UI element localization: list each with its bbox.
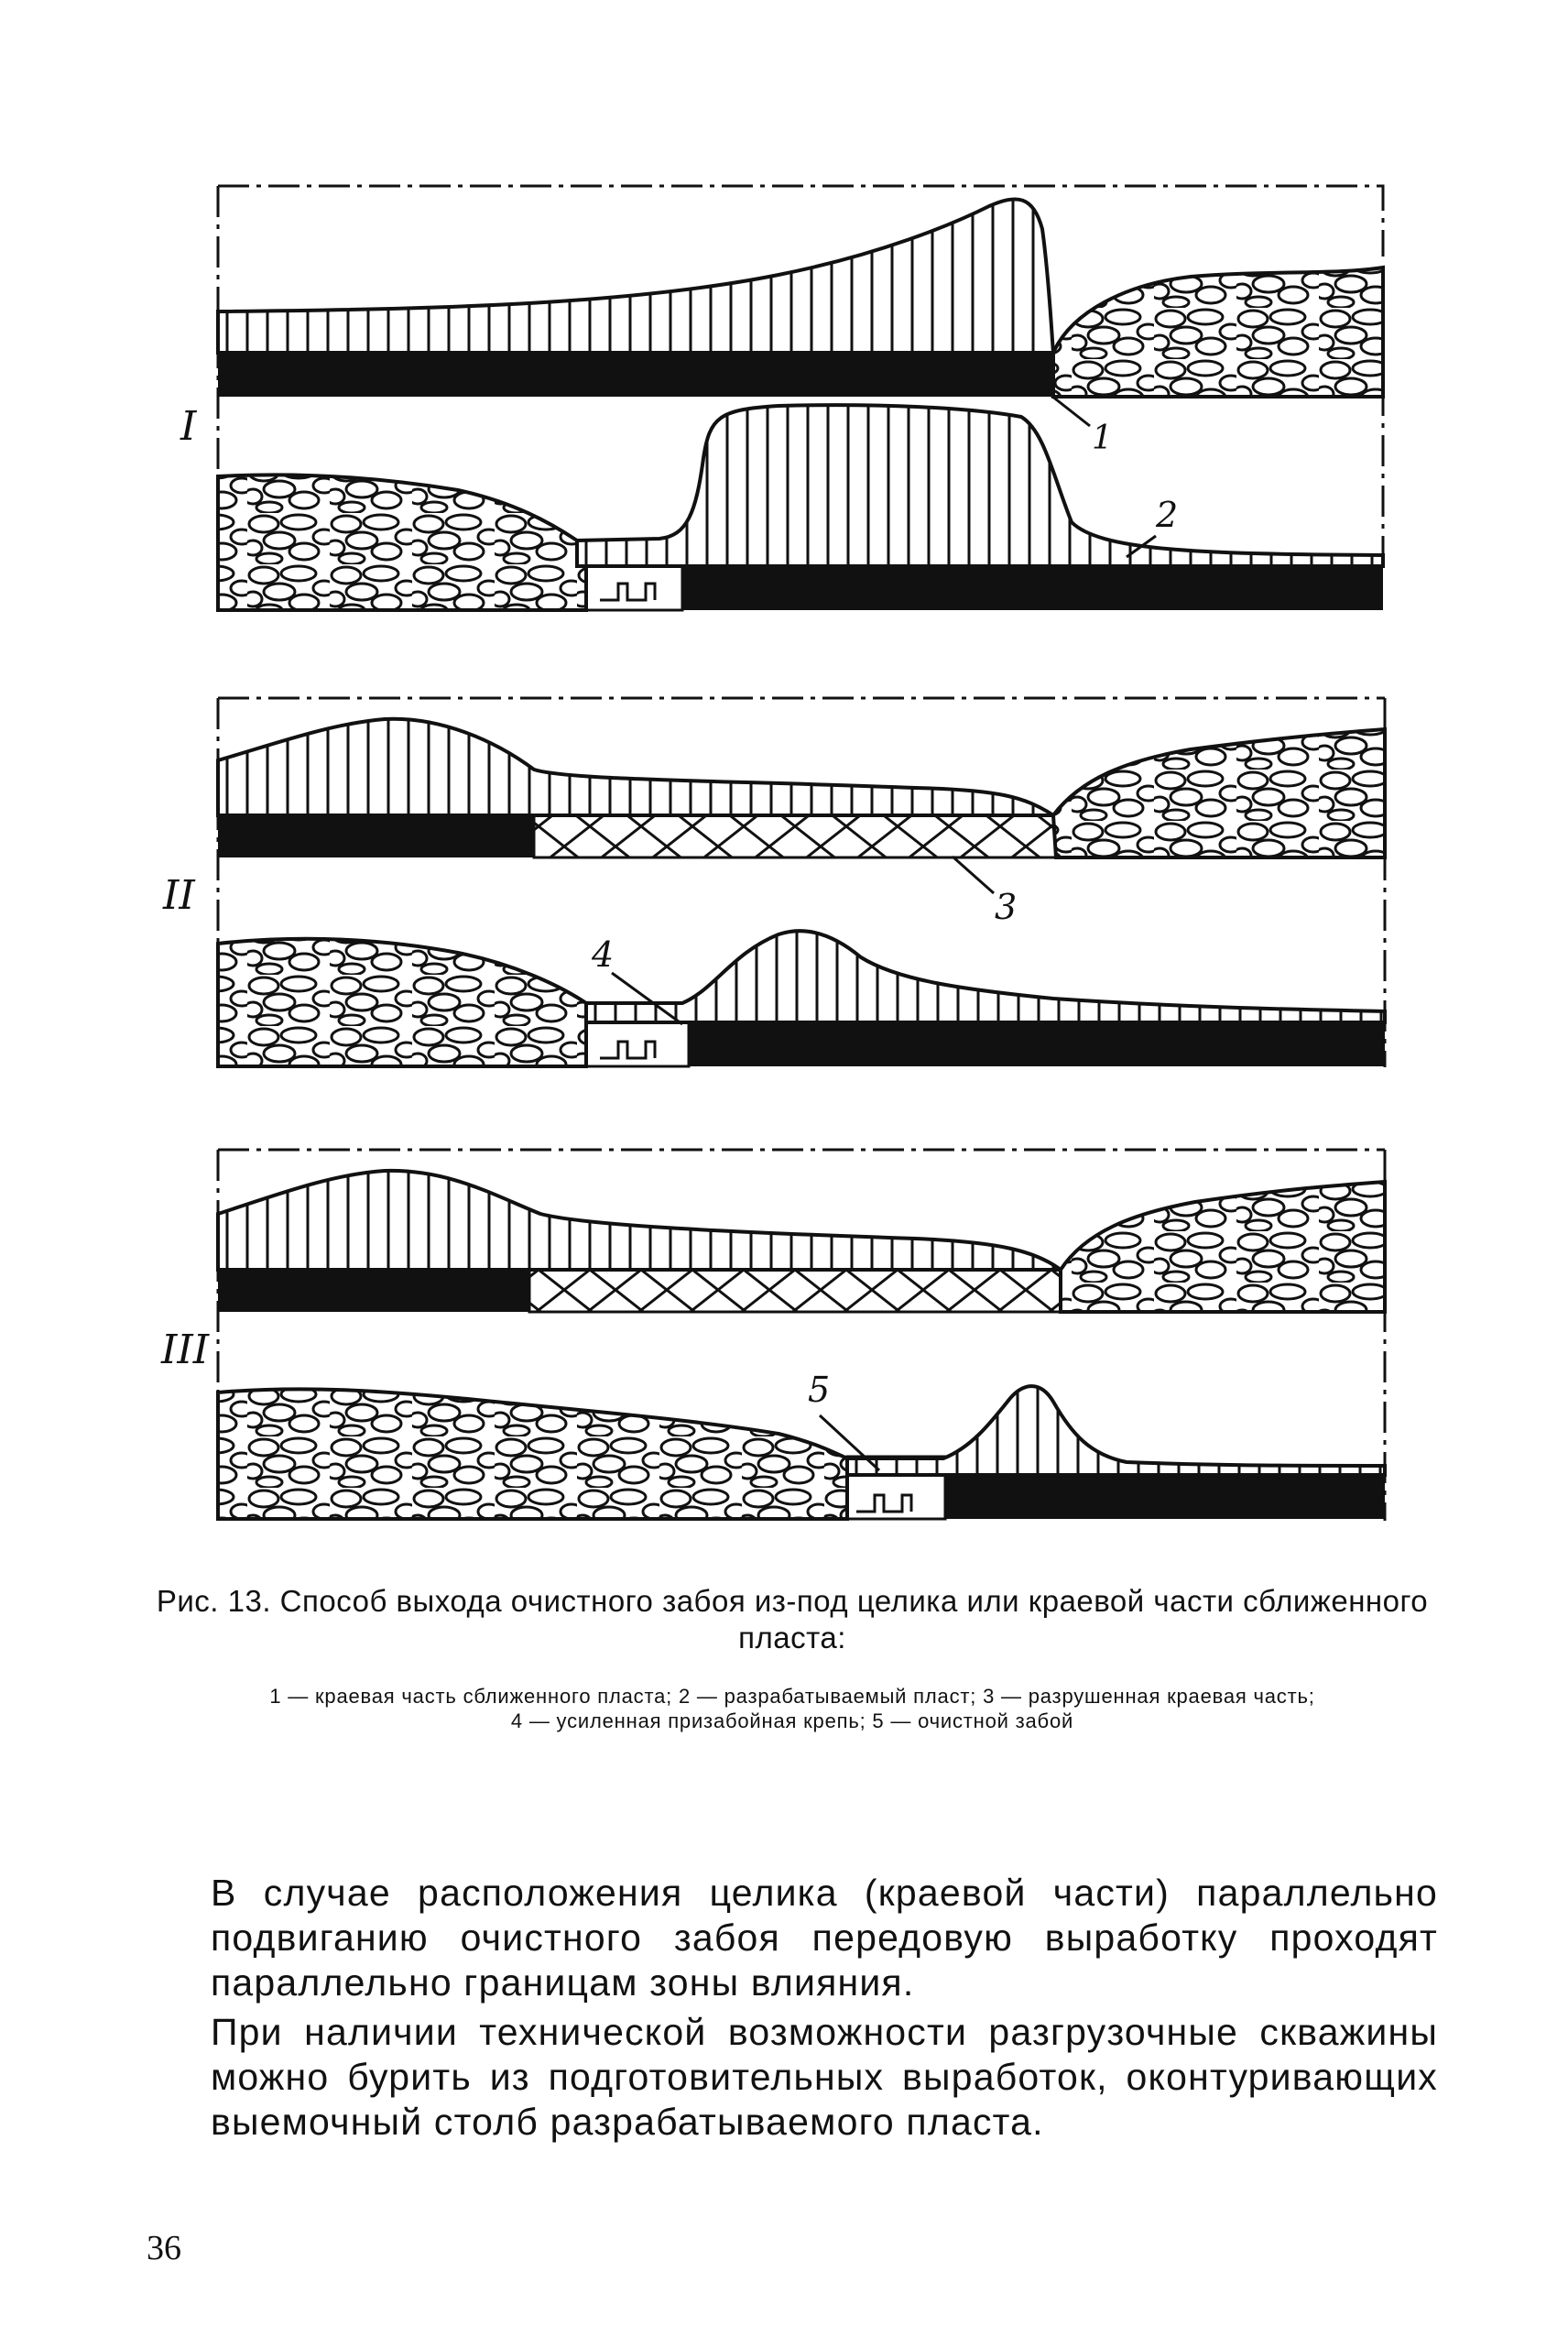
stress-diagram-lower-3 <box>847 1386 1385 1475</box>
legend-line-1: 1 — краевая часть сближенного пласта; 2 — разрабатываемый пласт; 3 — разрушенная краевая часть; <box>269 1685 1315 1708</box>
legend-line-2: 4 — усиленная призабойная крепь; 5 — очистной забой <box>510 1709 1074 1732</box>
stress-diagram-lower-1 <box>577 405 1383 566</box>
panel-1 <box>218 186 1383 610</box>
leader-1 <box>1051 396 1090 426</box>
stress-diagram-upper-3 <box>218 1171 1061 1270</box>
stress-diagram-upper-2 <box>218 719 1053 815</box>
panel-2 <box>218 698 1385 1067</box>
lower-seam-coal-2 <box>689 1022 1385 1066</box>
page-number: 36 <box>147 2229 181 2267</box>
stress-diagram-upper-1 <box>218 199 1053 353</box>
upper-caved-zone <box>1053 268 1383 397</box>
figure-caption-legend <box>156 1684 1429 1733</box>
upper-seam-coal <box>218 353 1051 397</box>
lower-seam-coal-3 <box>945 1475 1385 1519</box>
callout-1: 1 <box>1092 420 1113 457</box>
upper-seam-coal-2 <box>218 815 534 857</box>
stress-diagram-lower-2 <box>586 931 1385 1022</box>
leader-3 <box>953 857 994 893</box>
lower-caved-zone-2 <box>218 939 586 1066</box>
lower-caved-zone-3 <box>218 1389 847 1519</box>
body-paragraph-2: При наличии технической возможности разгрузочные скважины можно бурить из подготовительных выработок, оконтуривающих выемочный столб разрабатываемого пласта. <box>211 2011 1438 2143</box>
lower-caved-zone-1 <box>218 475 586 610</box>
face-support-2 <box>586 1022 689 1066</box>
body-paragraph-1: В случае расположения целика (краевой части) параллельно подвиганию очистного забоя передовую выработку проходят параллельно границам зоны влияния. <box>211 1872 1438 2004</box>
callout-4: 4 <box>592 934 615 975</box>
destroyed-edge-zone-2 <box>534 815 1056 857</box>
panel-label-2: II <box>163 872 195 919</box>
panel-label-3: III <box>161 1327 210 1373</box>
upper-seam-coal-3 <box>218 1270 529 1312</box>
lower-seam-coal <box>682 566 1383 610</box>
panel-3 <box>218 1150 1385 1521</box>
stress-hatching-s2a <box>227 719 1033 815</box>
face-support-1 <box>586 566 682 610</box>
stress-hatching-s1a <box>227 199 1033 353</box>
panel-label-1: I <box>180 403 197 450</box>
upper-caved-zone-2 <box>1053 729 1385 857</box>
panel-1-dashed-border <box>218 186 1383 257</box>
upper-caved-zone-3 <box>1061 1182 1385 1312</box>
callout-2: 2 <box>1156 495 1179 535</box>
callout-3: 3 <box>995 887 1018 927</box>
callout-5: 5 <box>808 1370 831 1410</box>
destroyed-edge-zone-3 <box>529 1270 1061 1312</box>
figure-caption-title: Рис. 13. Способ выхода очистного забоя из-под целика или краевой части сближенного пласта: <box>156 1584 1429 1654</box>
